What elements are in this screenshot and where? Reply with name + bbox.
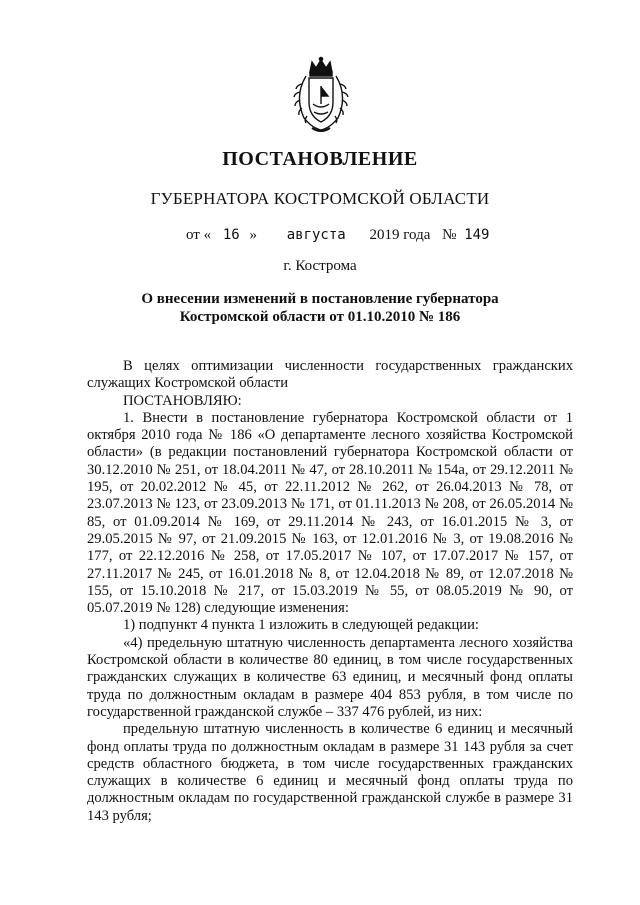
- date-day: 16: [222, 227, 240, 243]
- date-month: августа: [286, 227, 346, 243]
- paragraph-staff-limit: предельную штатную численность в количестве 6 единиц и месячный фонд оплаты труда по должностным окладам в размере 31 143 рубля за счет средств областного бюджета, в том числе государственных гражданских служащих в количестве 6 единиц и месячный фонд оплаты труда по должностным окладам по государственной гражданской службе в размере 31 143 рубля;: [87, 721, 573, 824]
- city-line: г. Кострома: [283, 258, 357, 274]
- paragraph-preamble: В целях оптимизации численности государственных гражданских служащих Костромской области: [87, 358, 573, 392]
- paragraph-resolve: ПОСТАНОВЛЯЮ:: [123, 392, 242, 409]
- issuer-line: ГУБЕРНАТОРА КОСТРОМСКОЙ ОБЛАСТИ: [150, 189, 490, 208]
- paragraph-quote-4: «4) предельную штатную численность департамента лесного хозяйства Костромской области в количестве 80 единиц, в том числе государственных гражданских служащих в количестве 63 единиц, и месячный фонд оплаты труда по должностным окладам в размере 404 853 рубля, в том числе по государственной гражданской службе – 337 476 рублей, из них:: [87, 634, 573, 720]
- heading-line-1: О внесении изменений в постановление губернатора: [141, 291, 499, 307]
- document-number: 149: [464, 227, 490, 243]
- date-line: [186, 227, 489, 244]
- date-prefix: от «: [186, 227, 212, 243]
- coat-of-arms-icon: [288, 56, 354, 136]
- document-title: ПОСТАНОВЛЕНИЕ: [222, 148, 418, 170]
- paragraph-subitem-1: 1) подпункт 4 пункта 1 изложить в следующей редакции:: [123, 617, 479, 634]
- number-sign: №: [442, 227, 457, 243]
- document-heading: [0, 290, 640, 326]
- date-mid: »: [249, 227, 257, 243]
- date-year: 2019 года: [369, 227, 431, 243]
- paragraph-item-1: 1. Внести в постановление губернатора Костромской области от 1 октября 2010 года № 186 «О департаменте лесного хозяйства Костромской области» (в редакции постановлений губернатора Костромской области от 30.12.2010 № 251, от 18.04.2011 № 47, от 28.10.2011 № 154а, от 29.12.2011 № 195, от 20.02.2012 № 45, от 22.11.2012 № 262, от 26.04.2013 № 78, от 23.07.2013 № 123, от 23.09.2013 № 171, от 01.11.2013 № 208, от 26.05.2014 № 85, от 01.09.2014 № 169, от 29.11.2014 № 243, от 16.01.2015 № 3, от 29.05.2015 № 97, от 21.09.2015 № 163, от 12.01.2016 № 3, от 19.08.2016 № 177, от 22.12.2016 № 258, от 17.05.2017 № 107, от 17.07.2017 № 157, от 27.11.2017 № 245, от 16.01.2018 № 8, от 12.04.2018 № 89, от 12.07.2018 № 155, от 15.10.2018 № 217, от 15.03.2019 № 55, от 08.05.2019 № 90, от 05.07.2019 № 128) следующие изменения:: [87, 409, 573, 617]
- document-body: [87, 358, 573, 825]
- heading-line-2: Костромской области от 01.10.2010 № 186: [179, 309, 461, 325]
